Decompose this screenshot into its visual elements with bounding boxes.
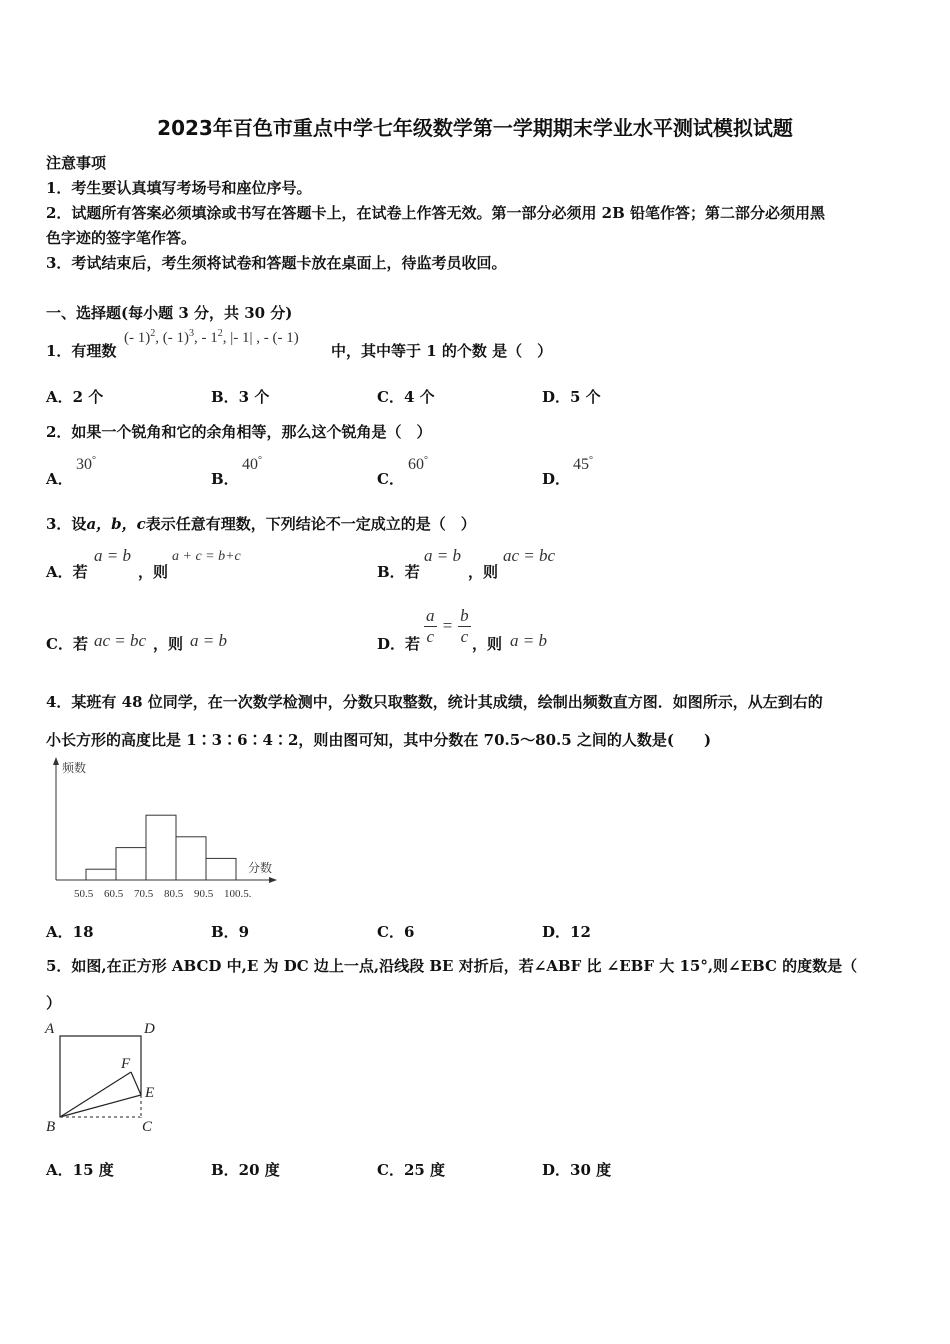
segment-be bbox=[60, 1095, 141, 1117]
q1-suffix: 中，其中等于 1 的个数 是（ ） bbox=[331, 342, 553, 360]
q3-option-b[interactable]: B．若 bbox=[377, 563, 420, 581]
histogram-chart bbox=[40, 755, 290, 905]
q4-option-b[interactable]: B．9 bbox=[211, 923, 250, 941]
q1-option-a[interactable]: A．2 个 bbox=[46, 388, 104, 406]
q2-value-d: 45° bbox=[573, 455, 593, 473]
q3-d-result: a = b bbox=[510, 631, 547, 650]
q3-b-then: ，则 bbox=[468, 563, 499, 581]
q1-prefix: 1．有理数 bbox=[46, 342, 117, 360]
label-e: E bbox=[145, 1085, 155, 1101]
x-tick-label: 60.5 bbox=[104, 888, 124, 900]
x-tick-label: 80.5 bbox=[164, 888, 184, 900]
label-b: B bbox=[46, 1119, 56, 1135]
x-tick-label: 70.5 bbox=[134, 888, 154, 900]
q2-value-c: 60° bbox=[408, 455, 428, 473]
x-tick-label: 50.5 bbox=[74, 888, 94, 900]
q3-c-then: ，则 bbox=[153, 635, 184, 653]
note-item: 色字迹的签字笔作答。 bbox=[46, 229, 197, 247]
q3-a-result: a + c = b+c bbox=[172, 549, 241, 564]
note-item: 1．考生要认真填写考场号和座位序号。 bbox=[46, 179, 312, 197]
q1-option-d[interactable]: D．5 个 bbox=[542, 388, 601, 406]
q3-option-a[interactable]: A．若 bbox=[46, 563, 88, 581]
q2-value-b: 40° bbox=[242, 455, 262, 473]
q2-option-c[interactable]: C． bbox=[377, 470, 404, 488]
note-item: 2．试题所有答案必须填涂或书写在答题卡上，在试卷上作答无效。第一部分必须用 2B 铅笔作答；第二部分必须用黑 bbox=[46, 204, 826, 222]
label-c: C bbox=[142, 1119, 153, 1135]
x-axis-arrow bbox=[269, 877, 277, 883]
x-tick-label: 100.5. bbox=[224, 888, 252, 900]
q5-option-a[interactable]: A．15 度 bbox=[46, 1161, 114, 1179]
q3-b-condition: a = b bbox=[424, 546, 461, 565]
q2-option-d[interactable]: D． bbox=[542, 470, 571, 488]
q3-a-then: ，则 bbox=[138, 563, 169, 581]
q3-b-result: ac = bc bbox=[503, 546, 556, 565]
histogram-bar bbox=[176, 837, 206, 880]
q1-expression: (- 1)$^2$, (- 1)$^3$, - $1^2$, |- 1| , - (- 1) bbox=[124, 328, 299, 346]
q4-option-c[interactable]: C．6 bbox=[377, 923, 415, 941]
notes-heading: 注意事项 bbox=[46, 154, 107, 172]
histogram-bar bbox=[116, 848, 146, 880]
q4-option-d[interactable]: D．12 bbox=[542, 923, 591, 941]
q5-option-d[interactable]: D．30 度 bbox=[542, 1161, 612, 1179]
q3-text: 3．设a，b，c表示任意有理数，下列结论不一定成立的是（ ） bbox=[46, 515, 476, 533]
page-title: 2023年百色市重点中学七年级数学第一学期期末学业水平测试模拟试题 bbox=[157, 116, 793, 140]
note-item: 3．考试结束后，考生须将试卷和答题卡放在桌面上，待监考员收回。 bbox=[46, 254, 507, 272]
q4-option-a[interactable]: A．18 bbox=[46, 923, 94, 941]
q3-d-then: ，则 bbox=[472, 635, 503, 653]
q5-option-c[interactable]: C．25 度 bbox=[377, 1161, 446, 1179]
histogram-bar bbox=[86, 869, 116, 880]
q5-line2: ） bbox=[46, 994, 62, 1012]
q3-a-condition: a = b bbox=[94, 546, 131, 565]
q2-option-b[interactable]: B． bbox=[211, 470, 239, 488]
y-axis-arrow bbox=[53, 757, 59, 765]
q1-option-c[interactable]: C．4 个 bbox=[377, 388, 435, 406]
histogram-bar bbox=[206, 858, 236, 880]
q3-d-condition: $\frac{a}{c}$ = $\frac{b}{c}$ bbox=[426, 606, 469, 646]
histogram-bar bbox=[146, 815, 176, 880]
label-f: F bbox=[121, 1056, 131, 1072]
q4-line1: 4．某班有 48 位同学，在一次数学检测中，分数只取整数，统计其成绩，绘制出频数直方图．如图所示，从左到右的 bbox=[46, 693, 823, 711]
square-abcd bbox=[60, 1036, 141, 1117]
q3-option-d[interactable]: D．若 bbox=[377, 635, 421, 653]
y-axis-label: 频数 bbox=[62, 761, 87, 775]
square-diagram bbox=[40, 1015, 170, 1140]
q3-option-c[interactable]: C．若 bbox=[46, 635, 88, 653]
section-heading: 一、选择题(每小题 3 分，共 30 分) bbox=[46, 304, 293, 322]
segment-fe bbox=[131, 1072, 141, 1095]
q1-option-b[interactable]: B．3 个 bbox=[211, 388, 270, 406]
q5-line1: 5．如图,在正方形 ABCD 中,E 为 DC 边上一点,沿线段 BE 对折后，若∠ABF 比 ∠EBF 大 15°,则∠EBC 的度数是（ bbox=[46, 957, 858, 975]
q5-option-b[interactable]: B．20 度 bbox=[211, 1161, 280, 1179]
x-tick-label: 90.5 bbox=[194, 888, 214, 900]
q2-text: 2．如果一个锐角和它的余角相等，那么这个锐角是（ ） bbox=[46, 423, 432, 441]
segment-bf bbox=[60, 1072, 131, 1117]
x-axis-label: 分数 bbox=[248, 861, 273, 875]
q2-value-a: 30° bbox=[76, 455, 96, 473]
q2-option-a[interactable]: A． bbox=[46, 470, 73, 488]
q3-c-result: a = b bbox=[190, 631, 227, 650]
label-a: A bbox=[45, 1021, 55, 1037]
label-d: D bbox=[144, 1021, 155, 1037]
q4-line2: 小长方形的高度比是 1∶3∶6∶4∶2，则由图可知，其中分数在 70.5～80.5 之间的人数是( ) bbox=[46, 731, 712, 749]
q3-c-condition: ac = bc bbox=[94, 631, 147, 650]
